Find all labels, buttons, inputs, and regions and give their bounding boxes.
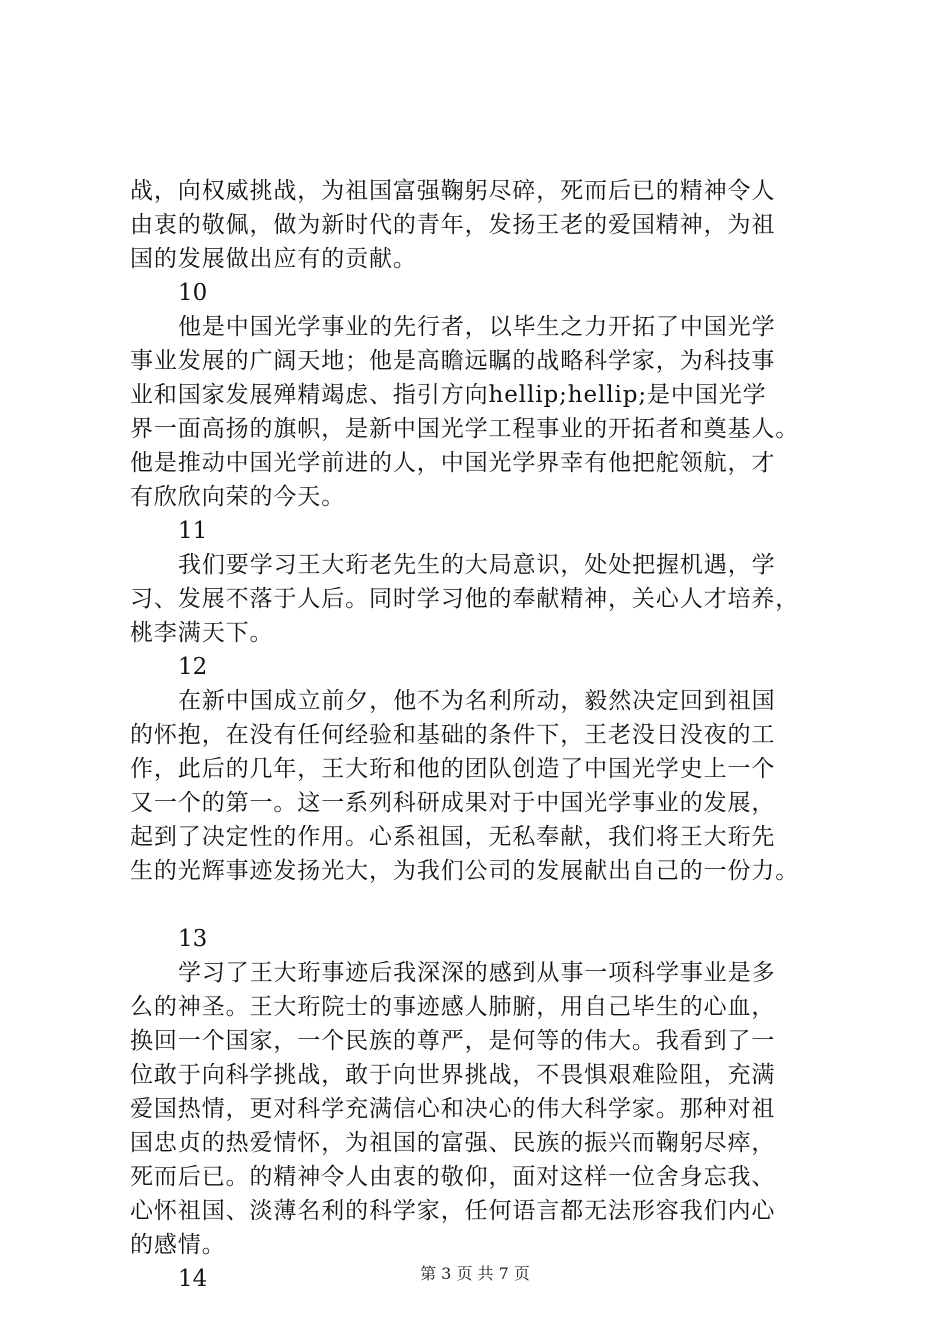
text-line: 由衷的敬佩，做为新时代的青年，发扬王老的爱国精神，为祖 [130, 212, 776, 238]
text-line: 又一个的第一。这一系列科研成果对于中国光学事业的发展， [130, 790, 776, 816]
text-line: 他是推动中国光学前进的人，中国光学界幸有他把舵领航，才 [130, 450, 776, 476]
document-body [130, 174, 830, 1296]
text-line: 换回一个国家，一个民族的尊严，是何等的伟大。我看到了一 [130, 1028, 776, 1054]
text-line: 习、发展不落于人后。同时学习他的奉献精神，关心人才培养， [130, 586, 800, 612]
page-footer [0, 1264, 950, 1284]
text-line: 国忠贞的热爱情怀，为祖国的富强、民族的振兴而鞠躬尽瘁， [130, 1130, 776, 1156]
text-line: 么的神圣。王大珩院士的事迹感人肺腑，用自己毕生的心血， [130, 994, 776, 1020]
text-line: 有欣欣向荣的今天。 [130, 484, 346, 510]
paragraph-first-line: 学习了王大珩事迹后我深深的感到从事一项科学事业是多 [178, 960, 776, 986]
text-line: 的感情。 [130, 1232, 226, 1258]
page-number-label: 第 3 页 共 7 页 [420, 1264, 530, 1283]
text-line: 事业发展的广阔天地；他是高瞻远瞩的战略科学家，为科技事 [130, 348, 776, 374]
text-line: 业和国家发展殚精竭虑、指引方向hellip;hellip;是中国光学 [130, 382, 767, 408]
text-line: 国的发展做出应有的贡献。 [130, 246, 417, 272]
text-line: 的怀抱，在没有任何经验和基础的条件下，王老没日没夜的工 [130, 722, 776, 748]
paragraph-first-line: 他是中国光学事业的先行者，以毕生之力开拓了中国光学 [178, 314, 776, 340]
text-line: 起到了决定性的作用。心系祖国，无私奉献，我们将王大珩先 [130, 824, 776, 850]
text-line: 死而后已。的精神令人由衷的敬仰，面对这样一位舍身忘我、 [130, 1164, 776, 1190]
section-number: 10 [178, 280, 208, 306]
section-number: 12 [178, 654, 208, 680]
paragraph-first-line: 在新中国成立前夕，他不为名利所动，毅然决定回到祖国 [178, 688, 776, 714]
text-line: 爱国热情，更对科学充满信心和决心的伟大科学家。那种对祖 [130, 1096, 776, 1122]
text-line: 心怀祖国、淡薄名利的科学家，任何语言都无法形容我们内心 [130, 1198, 776, 1224]
text-line: 战，向权威挑战，为祖国富强鞠躬尽碎，死而后已的精神令人 [130, 178, 776, 204]
section-number: 13 [178, 926, 208, 952]
paragraph-first-line: 我们要学习王大珩老先生的大局意识，处处把握机遇，学 [178, 552, 776, 578]
section-number: 14 [178, 1266, 208, 1292]
text-line: 桃李满天下。 [130, 620, 274, 646]
text-line: 界一面高扬的旗帜，是新中国光学工程事业的开拓者和奠基人。 [130, 416, 800, 442]
blank-line [130, 888, 830, 922]
text-line: 生的光辉事迹发扬光大，为我们公司的发展献出自己的一份力。 [130, 858, 800, 884]
text-line: 作，此后的几年，王大珩和他的团队创造了中国光学史上一个 [130, 756, 776, 782]
section-number: 11 [178, 518, 208, 544]
text-line: 位敢于向科学挑战，敢于向世界挑战，不畏惧艰难险阻，充满 [130, 1062, 776, 1088]
